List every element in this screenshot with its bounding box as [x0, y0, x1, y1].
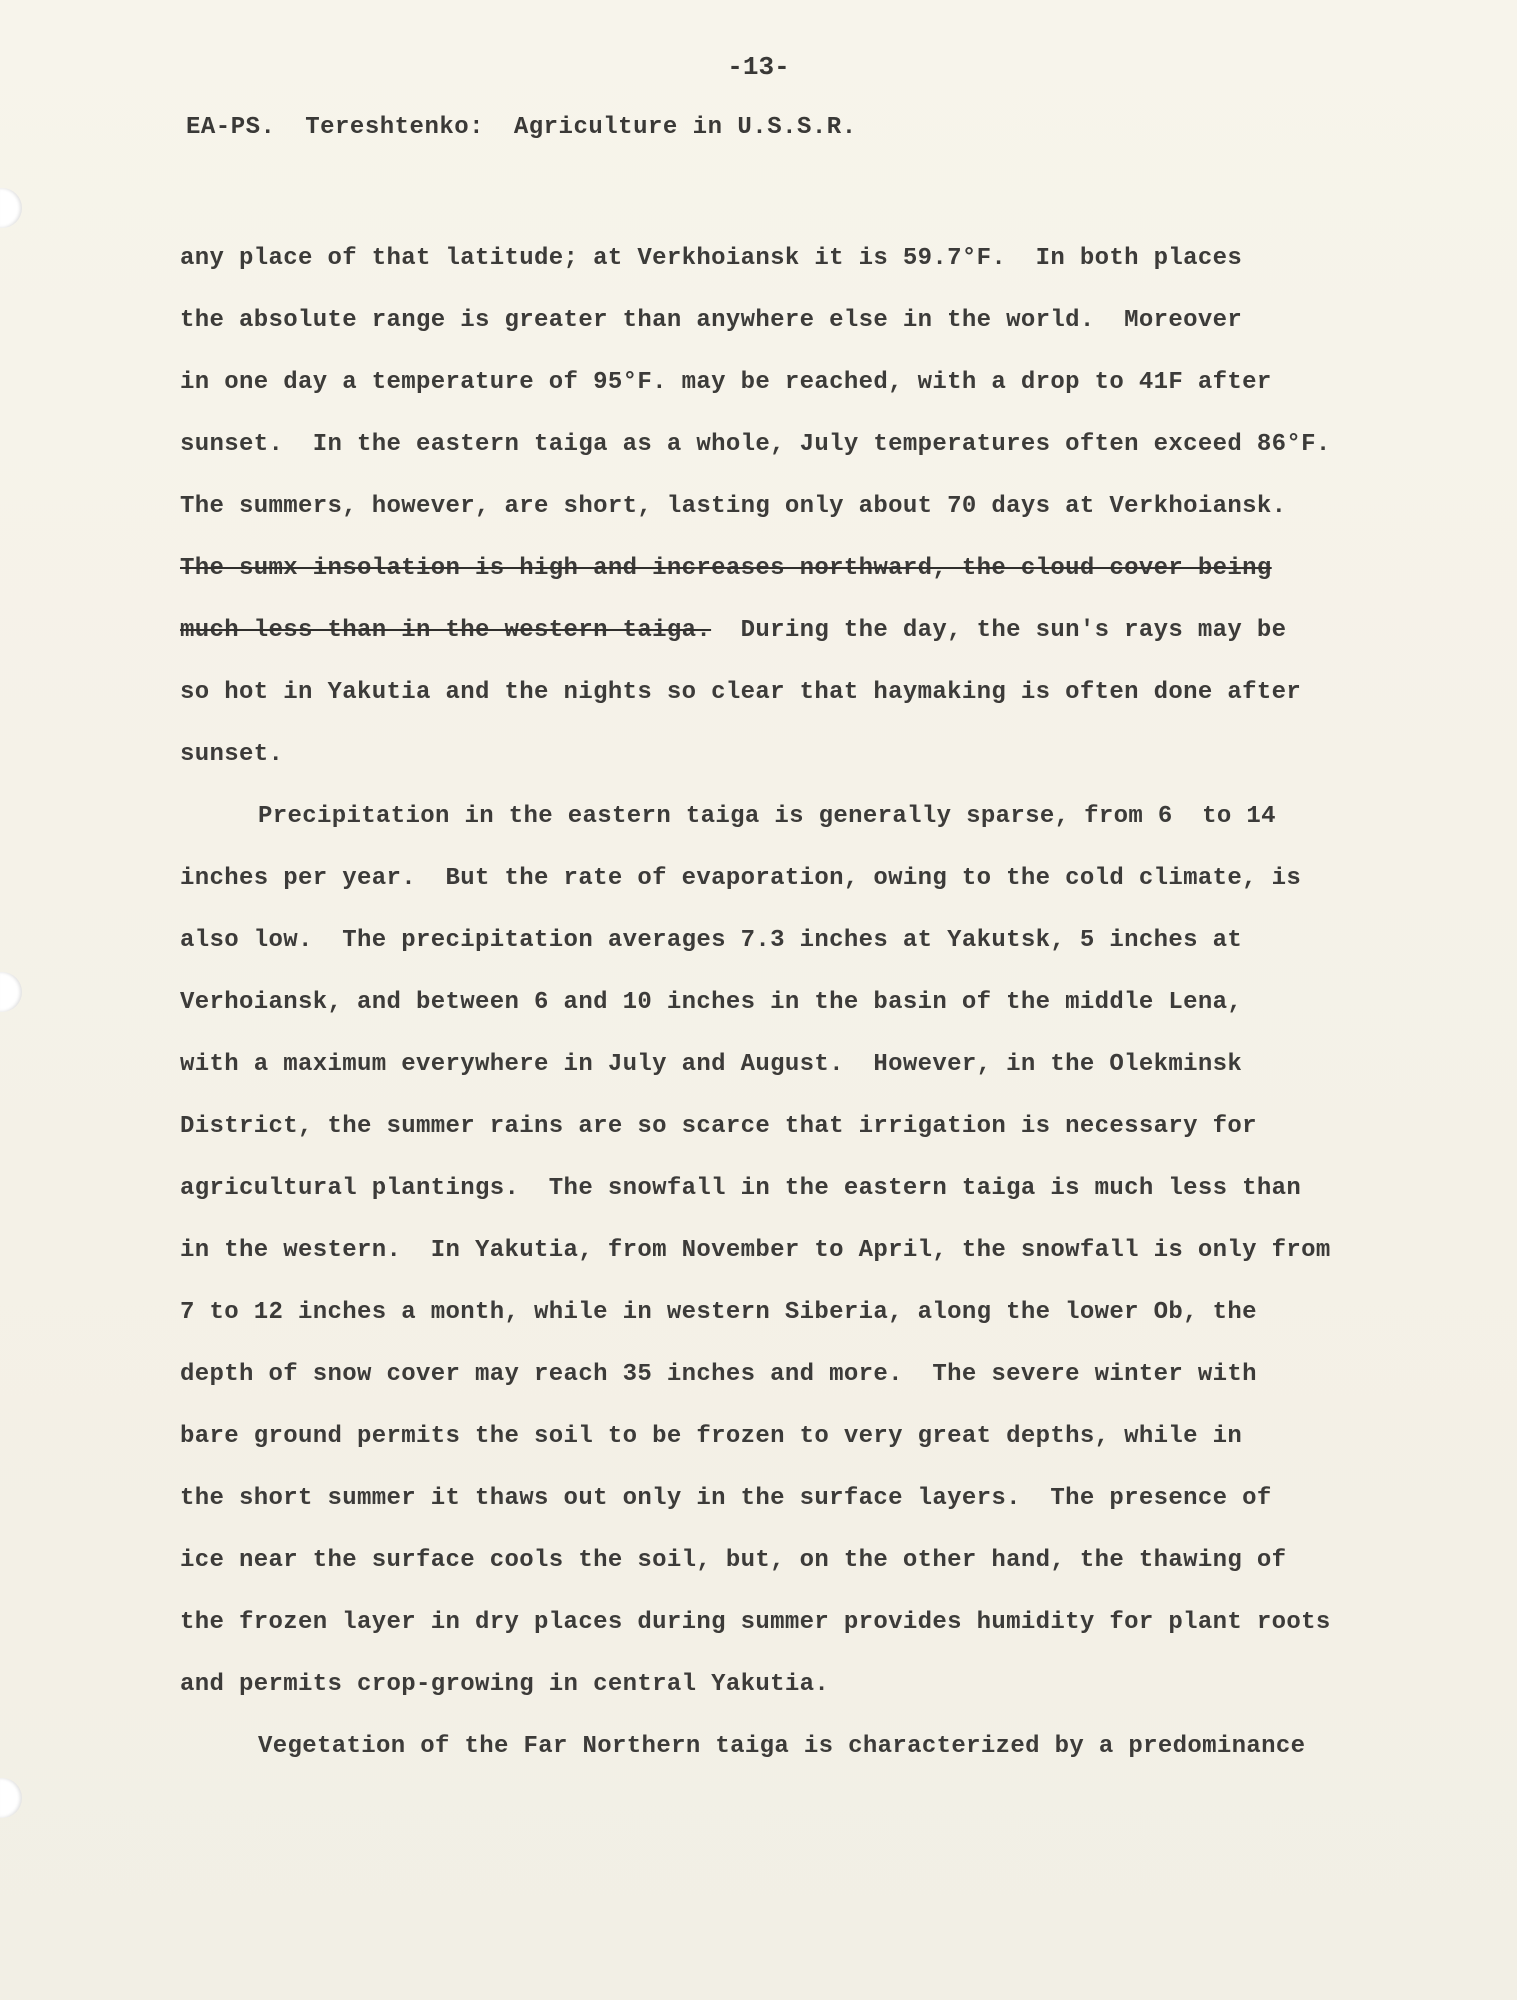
- text-line: [180, 1292, 1390, 1354]
- line-text: ice near the surface cools the soil, but, on the other hand, the thawing of: [180, 1547, 1287, 1574]
- text-line: [180, 548, 1390, 610]
- text-line: [180, 486, 1390, 548]
- struck-text: much less than in the western taiga.: [180, 617, 712, 644]
- text-line: [180, 610, 1390, 672]
- line-text: The summers, however, are short, lasting only about 70 days at Verkhoiansk.: [180, 493, 1287, 520]
- text-line: [180, 300, 1390, 362]
- line-text: in the western. In Yakutia, from November to April, the snowfall is only from: [180, 1237, 1331, 1264]
- text-line: [180, 920, 1390, 982]
- text-line: [180, 1540, 1390, 1602]
- body-text: [180, 238, 1390, 1788]
- line-text: the frozen layer in dry places during summer provides humidity for plant roots: [180, 1609, 1331, 1636]
- text-line: [180, 796, 1390, 858]
- text-line: [180, 362, 1390, 424]
- text-line: [180, 1168, 1390, 1230]
- text-line: [180, 672, 1390, 734]
- line-text: Vegetation of the Far Northern taiga is characterized by a predominance: [258, 1733, 1306, 1760]
- line-text: inches per year. But the rate of evaporation, owing to the cold climate, is: [180, 865, 1302, 892]
- line-text: any place of that latitude; at Verkhoiansk it is 59.7°F. In both places: [180, 245, 1243, 272]
- line-text: Precipitation in the eastern taiga is generally sparse, from 6 to 14: [258, 803, 1276, 830]
- text-line: [180, 858, 1390, 920]
- punch-hole: [0, 1778, 22, 1818]
- line-text: so hot in Yakutia and the nights so clear that haymaking is often done after: [180, 679, 1302, 706]
- line-text: and permits crop-growing in central Yakutia.: [180, 1671, 830, 1698]
- line-text: District, the summer rains are so scarce that irrigation is necessary for: [180, 1113, 1257, 1140]
- page-number: -13-: [727, 52, 790, 82]
- text-line: [180, 1726, 1390, 1788]
- line-text: 7 to 12 inches a month, while in western Siberia, along the lower Ob, the: [180, 1299, 1257, 1326]
- line-text: also low. The precipitation averages 7.3 inches at Yakutsk, 5 inches at: [180, 927, 1243, 954]
- line-text: sunset. In the eastern taiga as a whole, July temperatures often exceed 86°F.: [180, 431, 1331, 458]
- line-text: agricultural plantings. The snowfall in the eastern taiga is much less than: [180, 1175, 1302, 1202]
- text-line: [180, 1106, 1390, 1168]
- text-line: [180, 1354, 1390, 1416]
- text-line: [180, 424, 1390, 486]
- text-line: [180, 1416, 1390, 1478]
- line-text: bare ground permits the soil to be frozen to very great depths, while in: [180, 1423, 1243, 1450]
- text-line: [180, 1230, 1390, 1292]
- line-text: with a maximum everywhere in July and August. However, in the Olekminsk: [180, 1051, 1243, 1078]
- running-header: EA-PS. Tereshtenko: Agriculture in U.S.S.R.: [186, 114, 857, 141]
- line-text: depth of snow cover may reach 35 inches and more. The severe winter with: [180, 1361, 1257, 1388]
- text-line: [180, 238, 1390, 300]
- text-line: [180, 1478, 1390, 1540]
- line-text: in one day a temperature of 95°F. may be reached, with a drop to 41F after: [180, 369, 1272, 396]
- struck-text: The sumx insolation is high and increases northward, the cloud cover being: [180, 555, 1272, 582]
- line-text: the short summer it thaws out only in the surface layers. The presence of: [180, 1485, 1272, 1512]
- text-line: [180, 1664, 1390, 1726]
- line-text: During the day, the sun's rays may be: [711, 617, 1287, 644]
- text-line: [180, 734, 1390, 796]
- text-line: [180, 1044, 1390, 1106]
- text-line: [180, 982, 1390, 1044]
- punch-hole: [0, 188, 22, 228]
- line-text: sunset.: [180, 741, 284, 768]
- line-text: Verhoiansk, and between 6 and 10 inches in the basin of the middle Lena,: [180, 989, 1243, 1016]
- text-line: [180, 1602, 1390, 1664]
- punch-hole: [0, 972, 22, 1012]
- line-text: the absolute range is greater than anywhere else in the world. Moreover: [180, 307, 1243, 334]
